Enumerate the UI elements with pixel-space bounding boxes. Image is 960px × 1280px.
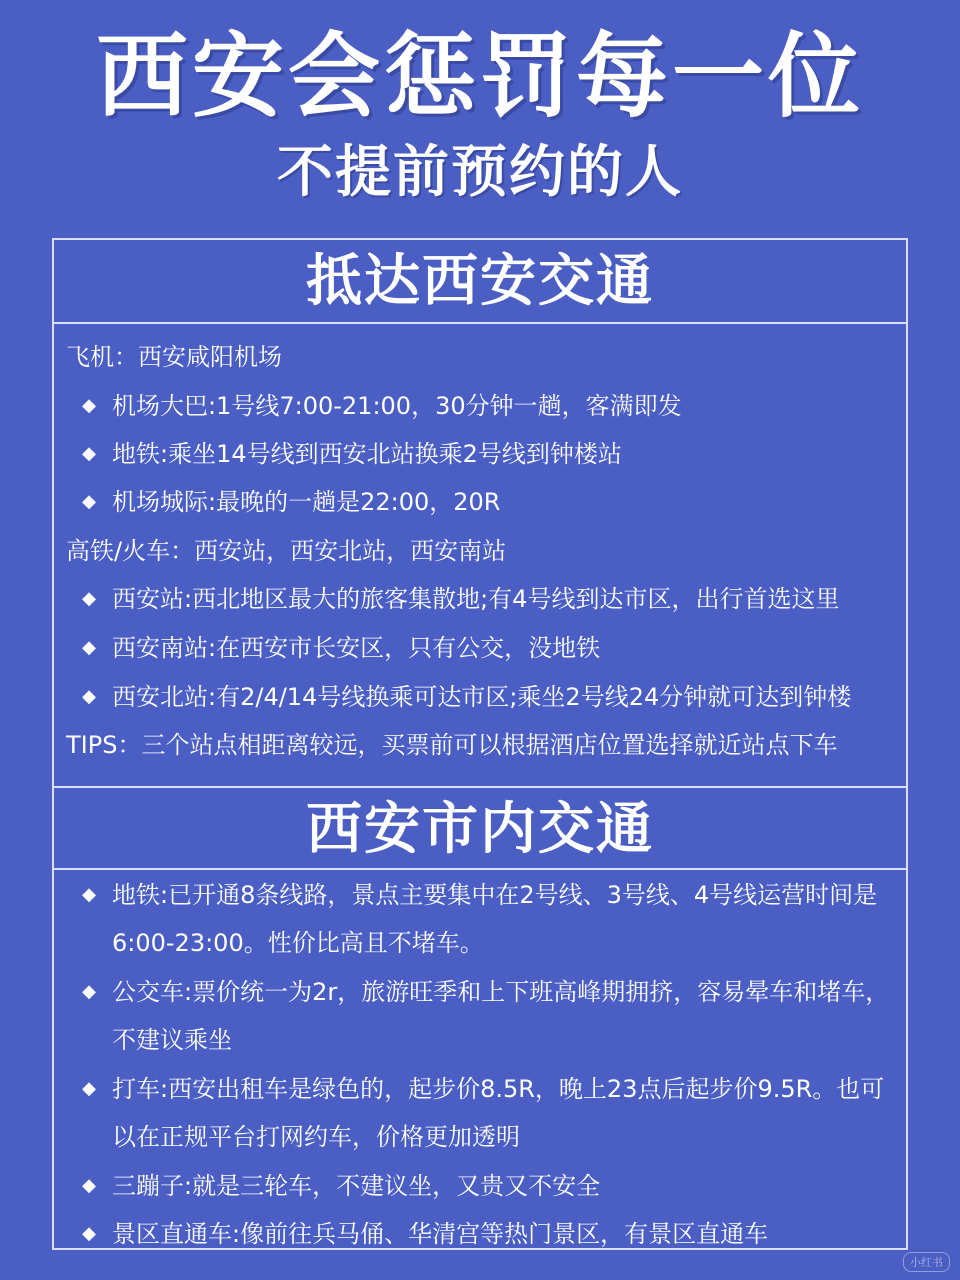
list-item (78, 437, 622, 471)
list-item-text: 公交车:票价统一为2r，旅游旺季和上下班高峰期拥挤，容易晕车和堵车，不建议乘坐 (112, 978, 890, 1054)
watermark-logo: 小红书 (903, 1252, 950, 1272)
diamond-bullet-icon: ◆ (82, 1223, 96, 1244)
diamond-bullet-icon: ◆ (82, 491, 96, 512)
tips-text: TIPS：三个站点相距离较远，买票前可以根据酒店位置选择就近站点下车 (66, 731, 838, 759)
list-item (78, 389, 682, 423)
diamond-bullet-icon: ◆ (82, 588, 96, 609)
page-title: 西安会惩罚每一位 (95, 23, 864, 130)
list-item (78, 1217, 768, 1251)
list-item-text: 机场大巴:1号线7:00-21:00，30分钟一趟，客满即发 (112, 392, 682, 420)
diamond-bullet-icon: ◆ (82, 981, 96, 1002)
section-heading-arrival: 抵达西安交通 (54, 240, 906, 324)
diamond-bullet-icon: ◆ (82, 884, 96, 905)
list-item (78, 1072, 892, 1161)
diamond-bullet-icon: ◆ (82, 395, 96, 416)
diamond-bullet-icon: ◆ (82, 686, 96, 707)
list-item-text: 西安北站:有2/4/14号线换乘可达市区;乘坐2号线24分钟就可达到钟楼 (112, 683, 852, 711)
list-item-text: 地铁:乘坐14号线到西安北站换乘2号线到钟楼站 (112, 440, 622, 468)
list-item (78, 631, 600, 665)
list-item-text: 景区直通车:像前往兵马俑、华清宫等热门景区，有景区直通车 (112, 1220, 769, 1248)
list-item-text: 西安站:西北地区最大的旅客集散地;有4号线到达市区，出行首选这里 (112, 585, 840, 613)
diamond-bullet-icon: ◆ (82, 1078, 96, 1099)
diamond-bullet-icon: ◆ (82, 637, 96, 658)
list-item-text: 三蹦子:就是三轮车，不建议坐，又贵又不安全 (112, 1172, 601, 1200)
list-item (78, 485, 500, 519)
list-item (78, 582, 839, 616)
list-item (78, 878, 892, 967)
list-item-text: 西安南站:在西安市长安区，只有公交，没地铁 (112, 634, 601, 662)
list-item-text: 机场城际:最晚的一趟是22:00，20R (112, 488, 501, 516)
list-item (78, 1169, 600, 1203)
plane-label: 飞机：西安咸阳机场 (66, 343, 282, 371)
list-item (78, 680, 851, 714)
section-heading-city: 西安市内交通 (54, 786, 906, 870)
list-item-text: 地铁:已开通8条线路，景点主要集中在2号线、3号线、4号线运营时间是6:00-23:00。性价比高且不堵车。 (112, 881, 878, 957)
info-box (52, 238, 908, 1250)
list-item-text: 打车:西安出租车是绿色的，起步价8.5R，晚上23点后起步价9.5R。也可以在正规平台打网约车，价格更加透明 (112, 1075, 885, 1151)
diamond-bullet-icon: ◆ (82, 1175, 96, 1196)
page-subtitle: 不提前预约的人 (277, 140, 683, 205)
rail-label: 高铁/火车：西安站，西安北站，西安南站 (66, 537, 507, 565)
diamond-bullet-icon: ◆ (82, 443, 96, 464)
list-item (78, 975, 892, 1064)
